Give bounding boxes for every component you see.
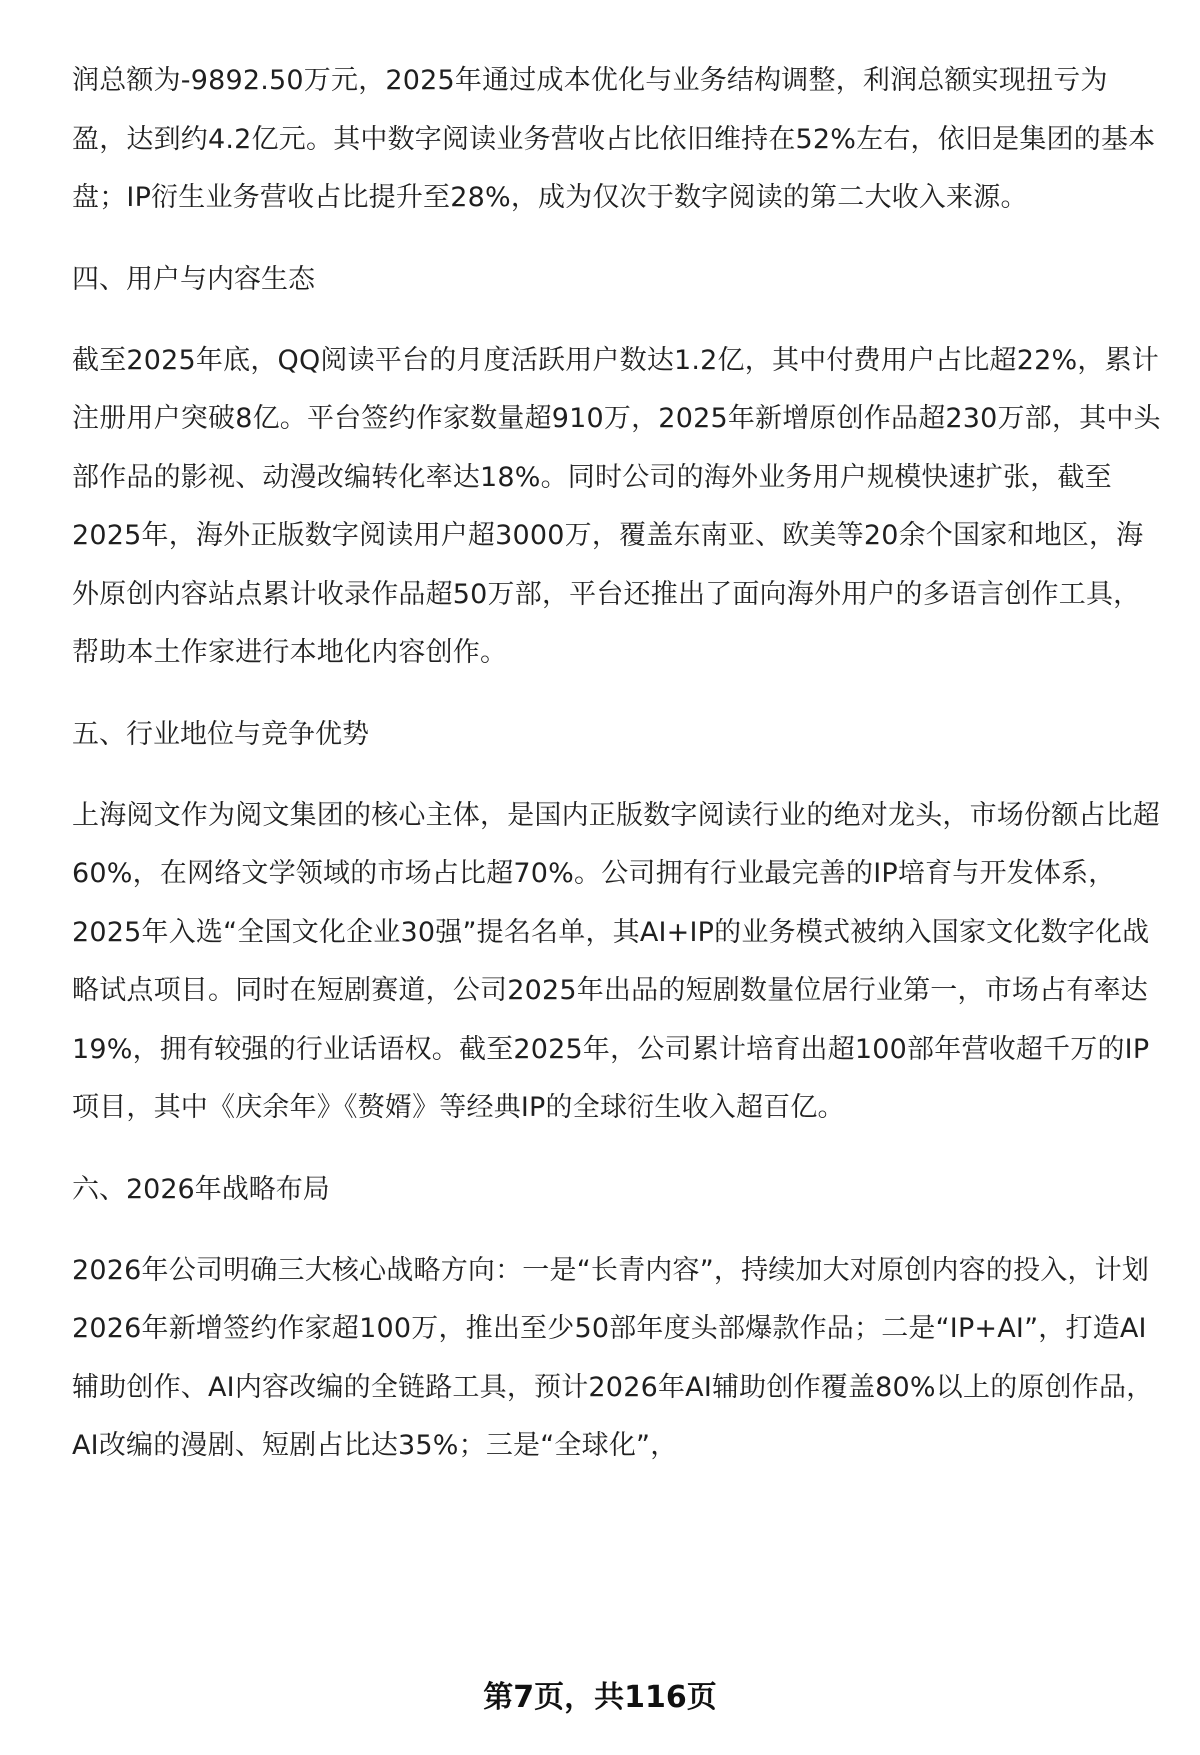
section-heading-position: 五、行业地位与竞争优势 bbox=[72, 718, 369, 750]
page-content bbox=[72, 52, 1162, 1476]
watermark: ​ bbox=[230, 820, 323, 968]
page-number-footer: 第7页，共116页 bbox=[483, 1680, 717, 1715]
paragraph-users: 截至2025年底，QQ阅读平台的月度活跃用户数达1.2亿，其中付费用户占比超22%，累计注册用户突破8亿。平台签约作家数量超910万，2025年新增原创作品超230万部，其中头部作品的影视、动漫改编转化率达18%。同时公司的海外业务用户规模快速扩张，截至2025年，海外正版数字阅读用户超3000万，覆盖东南亚、欧美等20余个国家和地区，海外原创内容站点累计收录作品超50万部，平台还推出了面向海外用户的多语言创作工具，帮助本土作家进行本地化内容创作。 bbox=[72, 344, 1161, 668]
paragraph-strategy: 2026年公司明确三大核心战略方向：一是“长青内容”，持续加大对原创内容的投入，计划2026年新增签约作家超100万，推出至少50部年度头部爆款作品；二是“IP+AI”，打造AI辅助创作、AI内容改编的全链路工具，预计2026年AI辅助创作覆盖80%以上的原创作品，AI改编的漫剧、短剧占比达35%；三是“全球化”， bbox=[72, 1254, 1154, 1461]
paragraph-position: 上海阅文作为阅文集团的核心主体，是国内正版数字阅读行业的绝对龙头，市场份额占比超60%，在网络文学领域的市场占比超70%。公司拥有行业最完善的IP培育与开发体系，2025年入选“全国文化企业30强”提名名单，其AI+IP的业务模式被纳入国家文化数字化战略试点项目。同时在短剧赛道，公司2025年出品的短剧数量位居行业第一，市场占有率达19%，拥有较强的行业话语权。截至2025年，公司累计培育出超100部年营收超千万的IP项目，其中《庆余年》《赘婿》等经典IP的全球衍生收入超百亿。 bbox=[72, 799, 1160, 1123]
section-heading-strategy: 六、2026年战略布局 bbox=[72, 1173, 330, 1205]
paragraph-profit: 润总额为-9892.50万元，2025年通过成本优化与业务结构调整，利润总额实现扭亏为盈，达到约4.2亿元。其中数字阅读业务营收占比依旧维持在52%左右，依旧是集团的基本盘；IP衍生业务营收占比提升至28%，成为仅次于数字阅读的第二大收入来源。 bbox=[72, 65, 1156, 213]
section-heading-users: 四、用户与内容生态 bbox=[72, 263, 315, 295]
